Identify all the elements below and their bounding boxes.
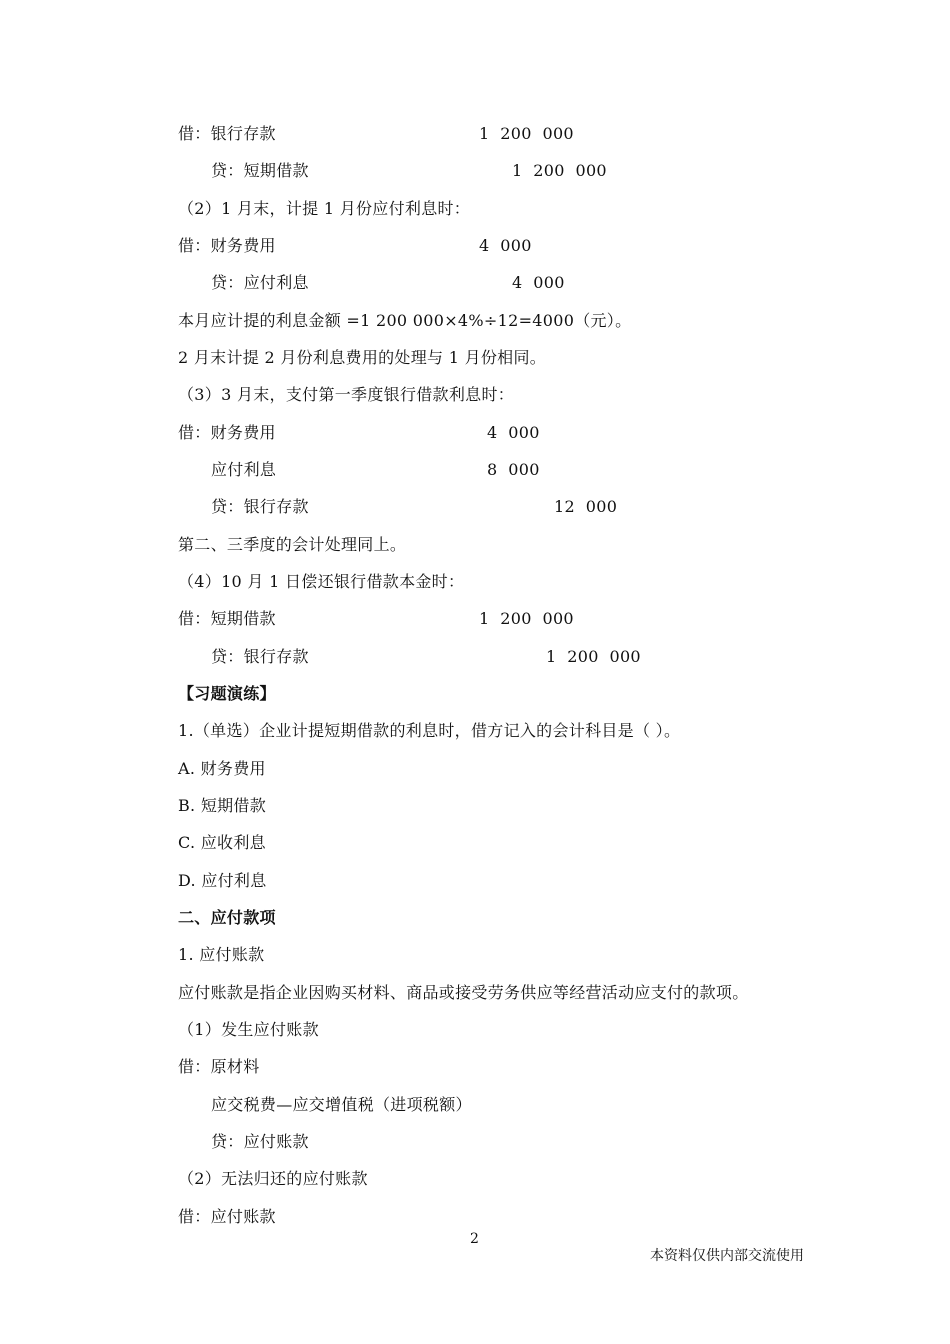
journal-amount: 4 000	[512, 273, 565, 292]
step-heading: （3）3 月末，支付第一季度银行借款利息时：	[178, 385, 515, 404]
journal-amount: 4 000	[479, 236, 532, 255]
journal-amount: 12 000	[554, 497, 618, 516]
journal-amount: 8 000	[487, 460, 540, 479]
paragraph-text: 第二、三季度的会计处理同上。	[178, 535, 407, 554]
journal-debit-line: 应交税费—应交增值税（进项税额）	[211, 1095, 472, 1114]
journal-amount: 1 200 000	[479, 124, 574, 143]
step-heading: （4）10 月 1 日偿还银行借款本金时：	[178, 572, 465, 591]
journal-amount: 1 200 000	[512, 161, 607, 180]
journal-credit-line: 贷：应付利息	[211, 273, 309, 292]
journal-debit-line: 借：银行存款	[178, 124, 276, 143]
answer-option: B. 短期借款	[178, 796, 267, 815]
section-label: 【习题演练】	[178, 684, 276, 703]
answer-option: C. 应收利息	[178, 833, 266, 852]
journal-amount: 4 000	[487, 423, 540, 442]
journal-credit-line: 贷：银行存款	[211, 497, 309, 516]
journal-amount: 1 200 000	[479, 609, 574, 628]
journal-debit-line: 借：原材料	[178, 1057, 260, 1076]
journal-debit-line: 借：财务费用	[178, 423, 276, 442]
answer-option: D. 应付利息	[178, 871, 267, 890]
journal-amount: 1 200 000	[546, 647, 641, 666]
footer-note: 本资料仅供内部交流使用	[650, 1248, 804, 1264]
journal-debit-line: 借：财务费用	[178, 236, 276, 255]
journal-debit-line: 借：应付账款	[178, 1207, 276, 1226]
paragraph-text: 应付账款是指企业因购买材料、商品或接受劳务供应等经营活动应支付的款项。	[178, 983, 749, 1002]
step-heading: （1）发生应付账款	[178, 1020, 319, 1039]
answer-option: A. 财务费用	[178, 759, 266, 778]
step-heading: （2）1 月末，计提 1 月份应付利息时：	[178, 199, 471, 218]
subsection-heading: 1. 应付账款	[178, 945, 265, 964]
step-heading: （2）无法归还的应付账款	[178, 1169, 368, 1188]
section-heading: 二、应付款项	[178, 908, 276, 927]
journal-credit-line: 贷：应付账款	[211, 1132, 309, 1151]
paragraph-text: 2 月末计提 2 月份利息费用的处理与 1 月份相同。	[178, 348, 547, 367]
journal-credit-line: 贷：银行存款	[211, 647, 309, 666]
page-number: 2	[470, 1231, 479, 1247]
journal-credit-line: 贷：短期借款	[211, 161, 309, 180]
paragraph-text: 本月应计提的利息金额 =1 200 000×4%÷12=4000（元）。	[178, 311, 632, 330]
journal-debit-line: 应付利息	[211, 460, 277, 479]
journal-debit-line: 借：短期借款	[178, 609, 276, 628]
question-text: 1.（单选）企业计提短期借款的利息时，借方记入的会计科目是（ ）。	[178, 721, 681, 740]
